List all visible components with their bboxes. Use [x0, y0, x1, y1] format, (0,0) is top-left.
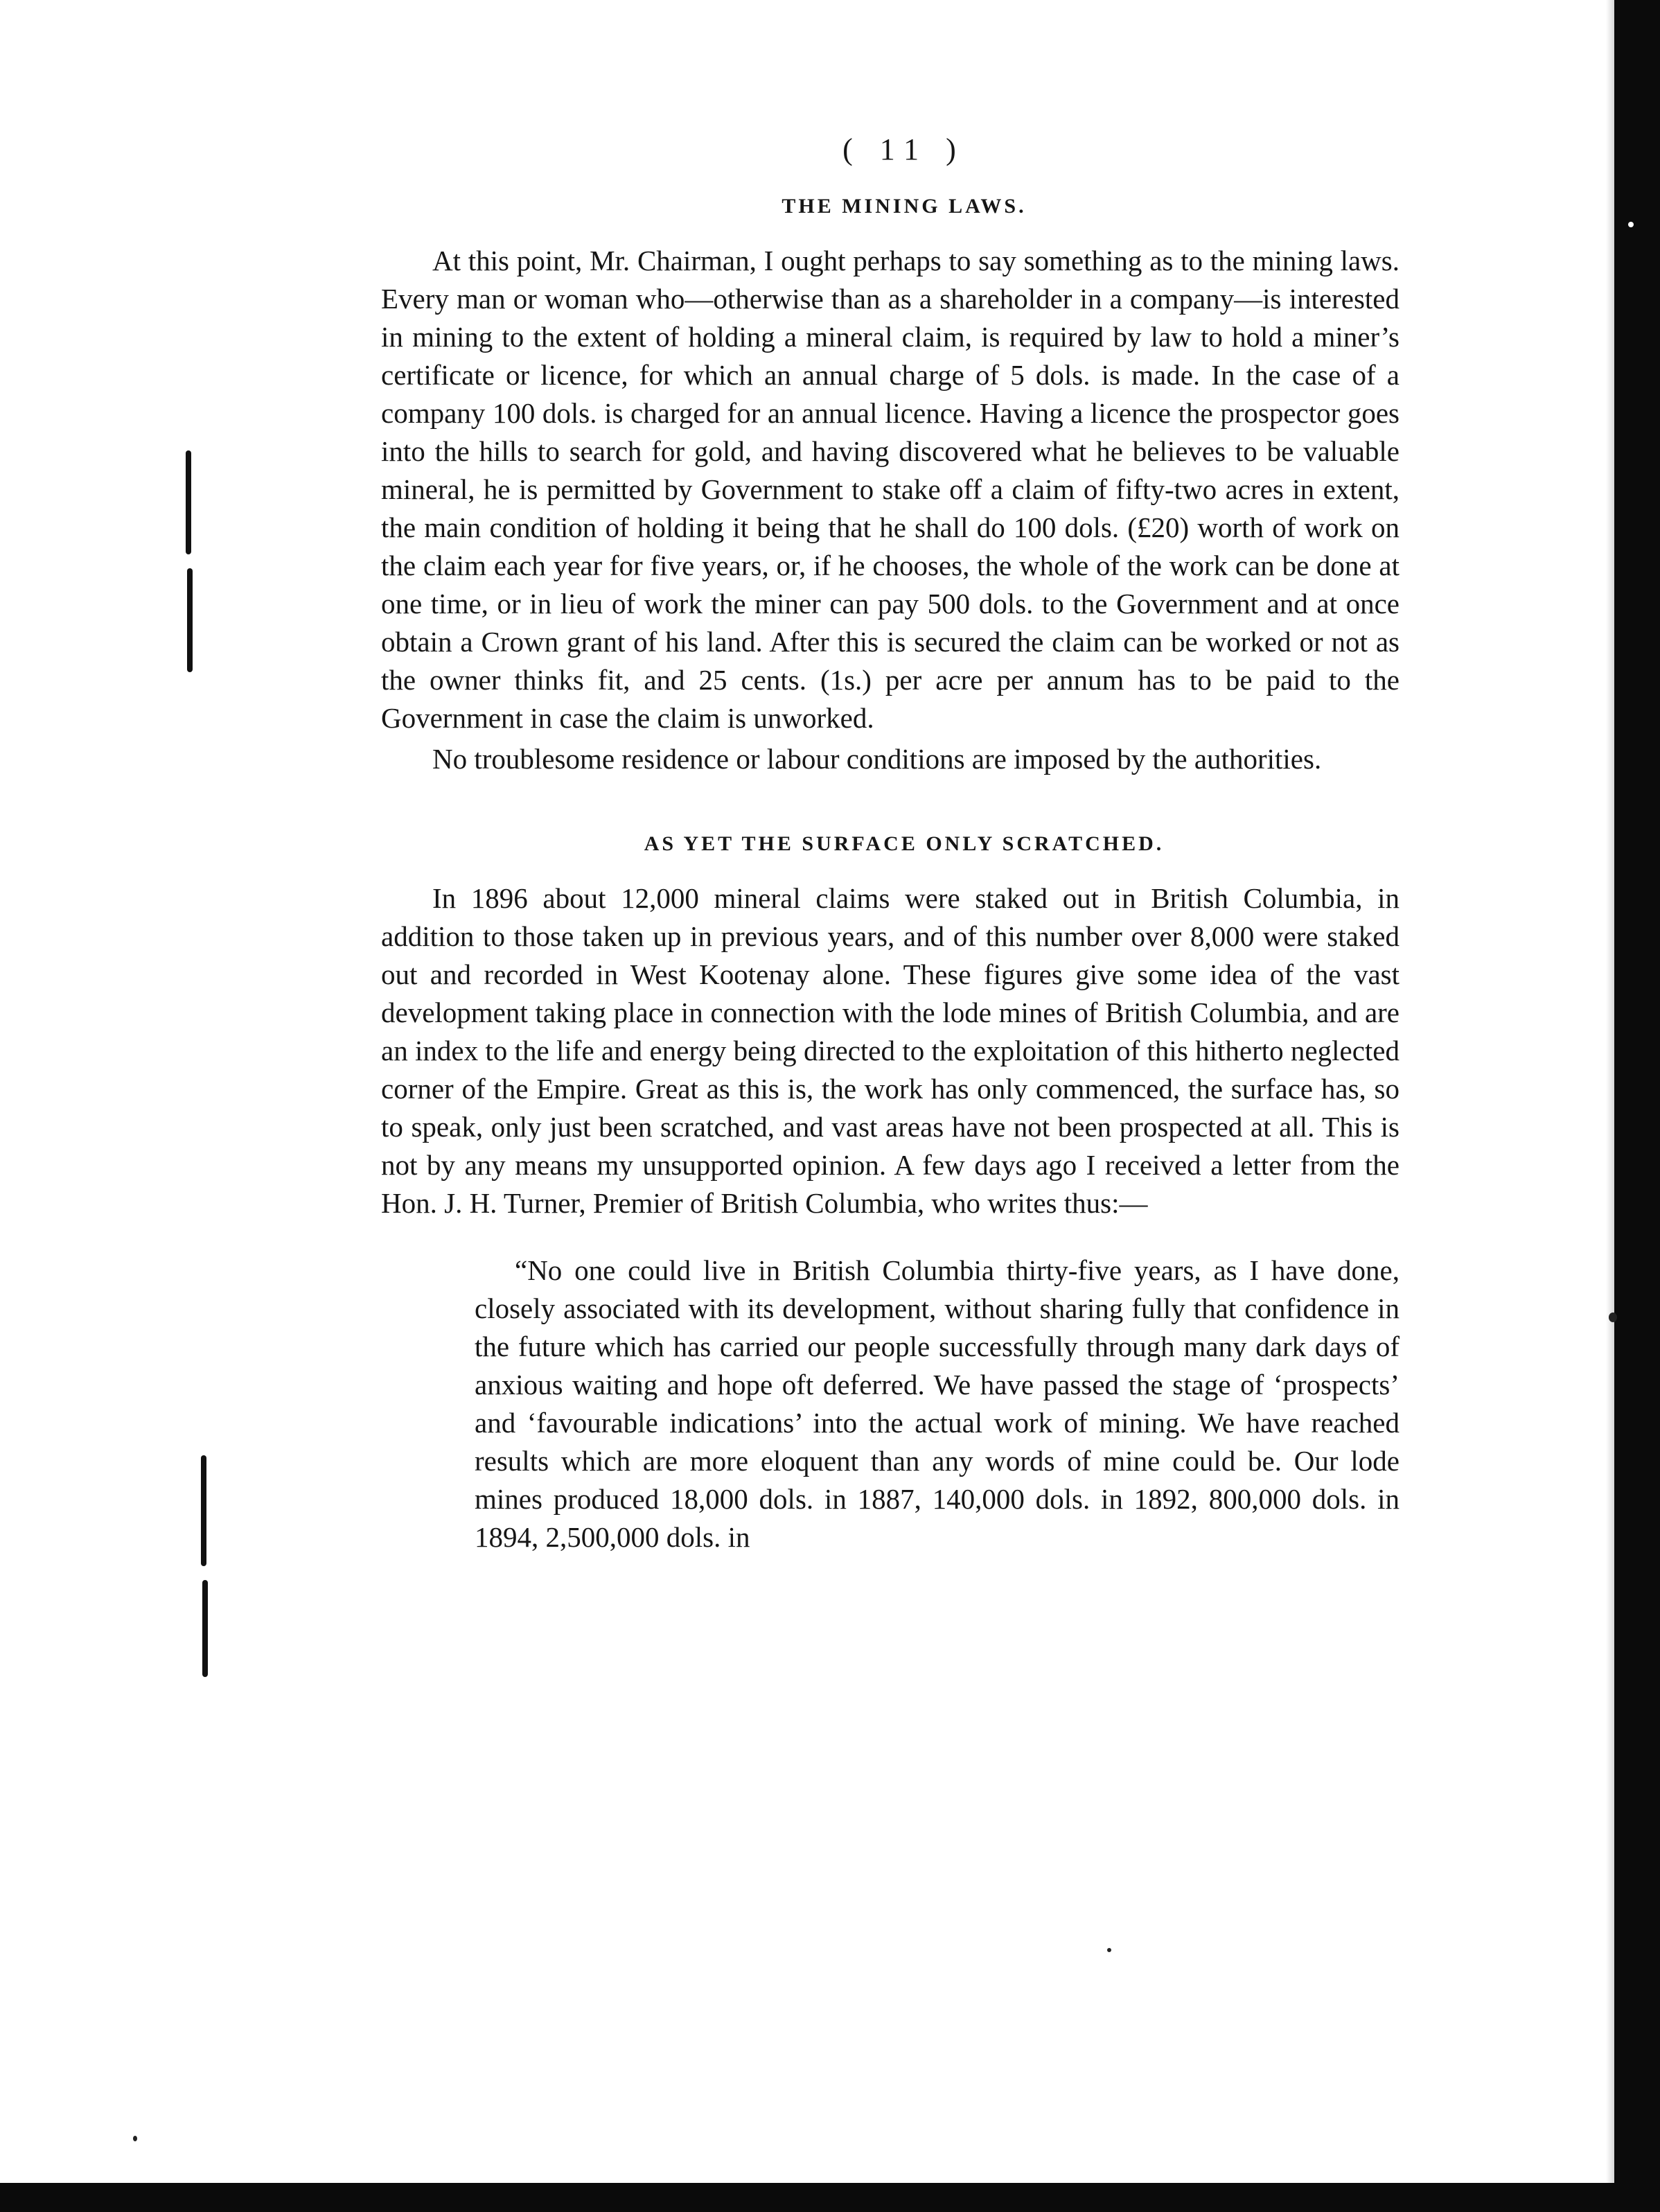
binding-mark — [186, 450, 191, 554]
section-surface-scratched — [381, 832, 1399, 1556]
section-heading: AS YET THE SURFACE ONLY SCRATCHED. — [644, 832, 1165, 855]
page-number: ( 11 ) — [842, 132, 966, 166]
paragraph: At this point, Mr. Chairman, I ought perhaps to say something as to the mining laws. Every man or woman who—otherwise than as a shareholder in a company—is interested in mining to the extent of holding a mineral claim, is required by law to hold a miner’s certificate or licence, for which an annual charge of 5 dols. is made. In the case of a company 100 dols. is charged for an annual licence. Having a licence the prospector goes into the hills to search for gold, and having discovered what he believes to be valuable mineral, he is permitted by Government to stake off a claim of fifty-two acres in extent, the main condition of holding it being that he shall do 100 dols. (£20) worth of work on the claim each year for five years, or, if he chooses, the whole of the work can be done at one time, or in lieu of work the miner can pay 500 dols. to the Government and at once obtain a Crown grant of his land. After this is secured the claim can be worked or not as the owner thinks fit, and 25 cents. (1s.) per acre per annum has to be paid to the Government in case the claim is unworked. — [381, 245, 1399, 734]
section-mining-laws — [381, 195, 1399, 778]
binding-mark — [202, 1580, 208, 1677]
block-quote: “No one could live in British Columbia thirty-five years, as I have done, closely associated with its development, without sharing fully that confidence in the future which has carried our people successfully through many dark days of anxious waiting and hope oft deferred. We have passed the stage of ‘prospects’ and ‘favourable indications’ into the actual work of mining. We have reached results which are more eloquent than any words of mine could be. Our lode mines produced 18,000 dols. in 1887, 140,000 dols. in 1892, 800,000 dols. in 1894, 2,500,000 dols. in — [475, 1254, 1399, 1553]
scan-border-bottom — [0, 2183, 1660, 2212]
scan-speck — [133, 2136, 137, 2141]
section-heading: THE MINING LAWS. — [782, 195, 1027, 218]
paragraph: In 1896 about 12,000 mineral claims were staked out in British Columbia, in addition to those taken up in previous years, and of this number over 8,000 were staked out and recorded in West Kootenay alone. These figures give some idea of the vast development taking place in connection with the lode mines of British Columbia, and are an index to the life and energy being directed to the exploitation of this hitherto neglected corner of the Empire. Great as this is, the work has only commenced, the surface has, so to speak, only just been scratched, and vast areas have not been prospected at all. This is not by any means my unsupported opinion. A few days ago I received a letter from the Hon. J. H. Turner, Premier of British Columbia, who writes thus:— — [381, 882, 1399, 1219]
binding-mark — [187, 568, 193, 672]
page-edge-shadow — [1606, 0, 1614, 2183]
paragraph: No troublesome residence or labour conditions are imposed by the authorities. — [432, 743, 1322, 775]
document-page — [381, 132, 1399, 1556]
binding-mark — [201, 1455, 206, 1566]
scan-speck — [1628, 222, 1634, 227]
scan-border-right — [1614, 0, 1660, 2212]
scan-speck — [1107, 1948, 1111, 1952]
scan-speck — [1609, 1313, 1617, 1322]
